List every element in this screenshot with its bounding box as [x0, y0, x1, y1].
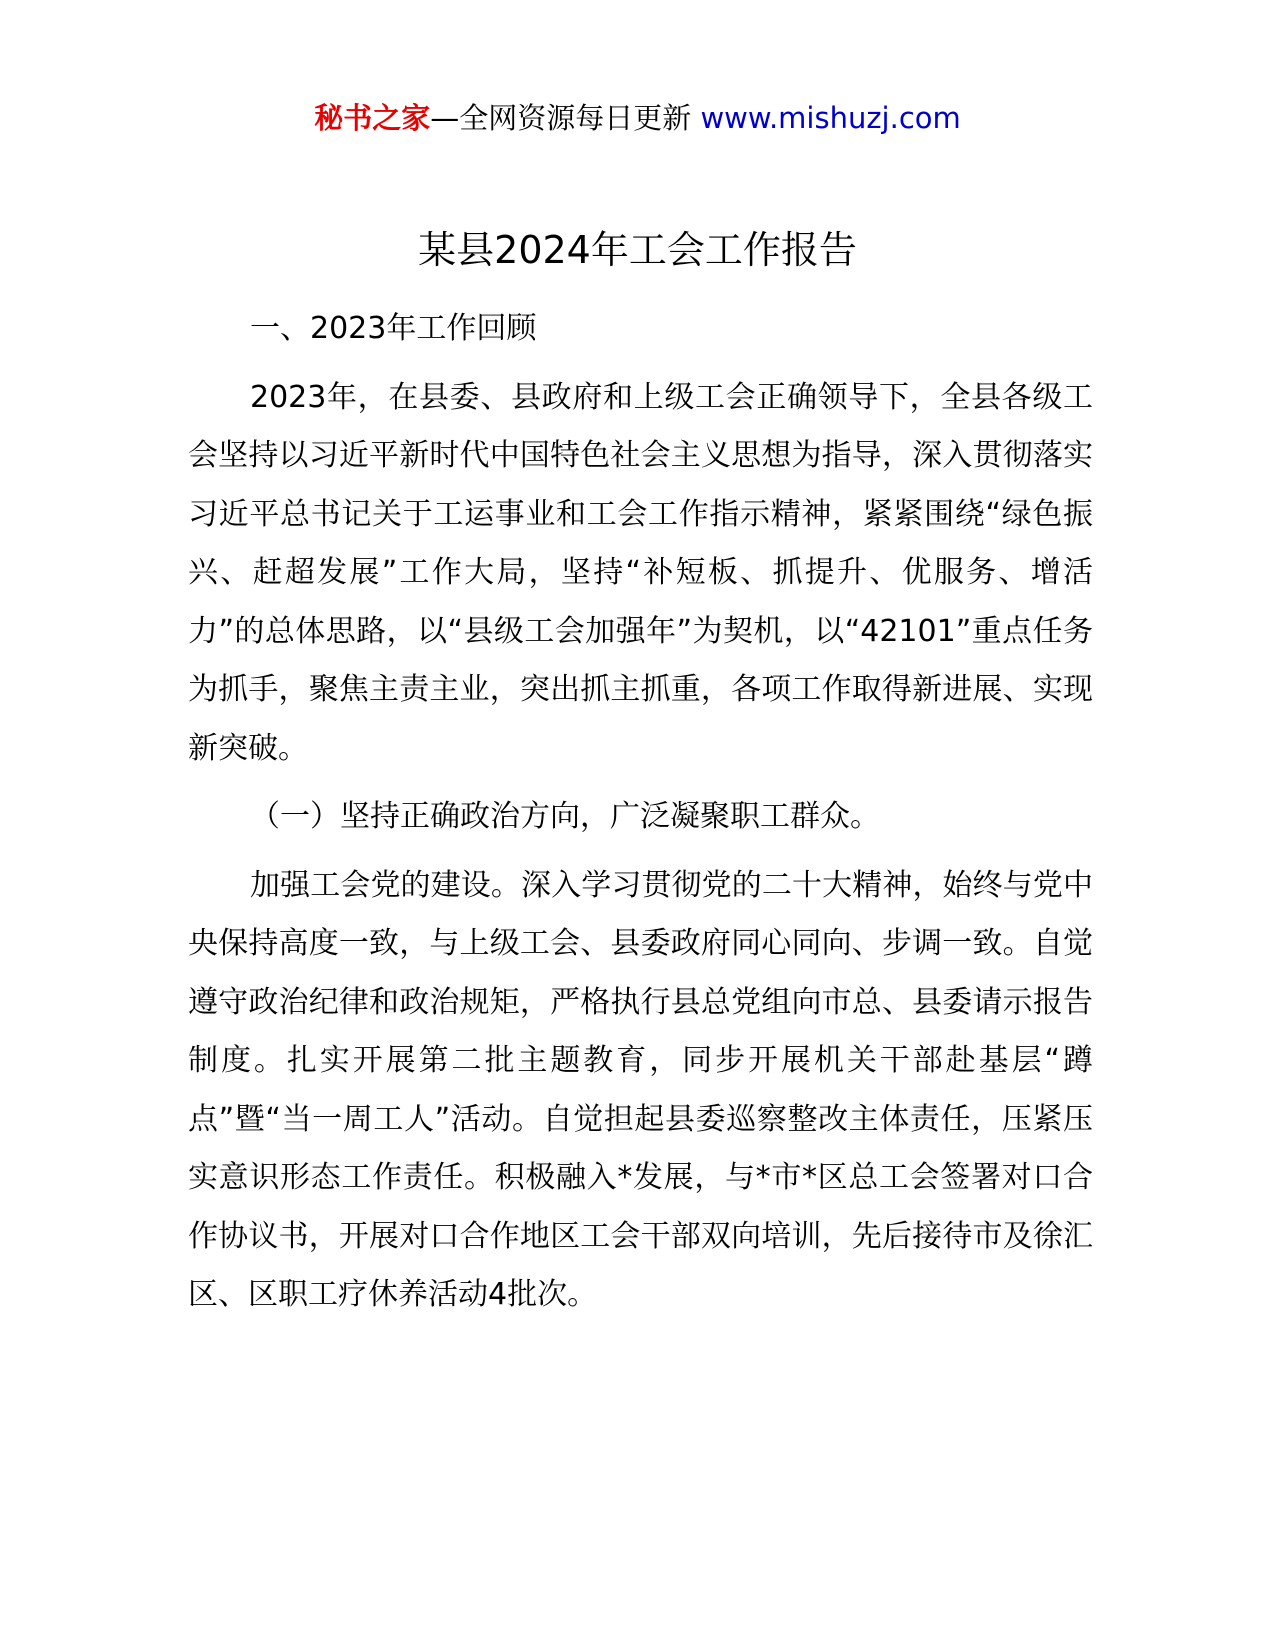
paragraph: 2023年，在县委、县政府和上级工会正确领导下，全县各级工会坚持以习近平新时代中国特色社会主义思想为指导，深入贯彻落实习近平总书记关于工运事业和工会工作指示精神，紧紧围绕“绿色振兴、赶超发展”工作大局，坚持“补短板、抓提升、优服务、增活力”的总体思路，以“县级工会加强年”为契机，以“42101”重点任务为抓手，聚焦主责主业，突出抓主抓重，各项工作取得新进展、实现新突破。 [188, 379, 1093, 766]
document-body [188, 300, 1093, 1335]
brand-name: 秘书之家 [314, 101, 431, 135]
paragraph: 加强工会党的建设。深入学习贯彻党的二十大精神，始终与党中央保持高度一致，与上级工会、县委政府同心同向、步调一致。自觉遵守政治纪律和政治规矩，严格执行县总党组向市总、县委请示报告制度。扎实开展第二批主题教育，同步开展机关干部赴基层“蹲点”暨“当一周工人”活动。自觉担起县委巡察整改主体责任，压紧压实意识形态工作责任。积极融入*发展，与*市*区总工会签署对口合作协议书，开展对口合作地区工会干部双向培训，先后接待市及徐汇区、区职工疗休养活动4批次。 [188, 867, 1093, 1312]
site-url-link[interactable]: www.mishuzj.com [700, 101, 961, 135]
section-heading: 一、2023年工作回顾 [250, 311, 537, 346]
site-banner [0, 96, 1275, 140]
banner-slogan: —全网资源每日更新 [430, 101, 701, 135]
document-title: 某县2024年工会工作报告 [418, 228, 857, 272]
subsection-heading: （一）坚持正确政治方向，广泛凝聚职工群众。 [250, 799, 880, 834]
